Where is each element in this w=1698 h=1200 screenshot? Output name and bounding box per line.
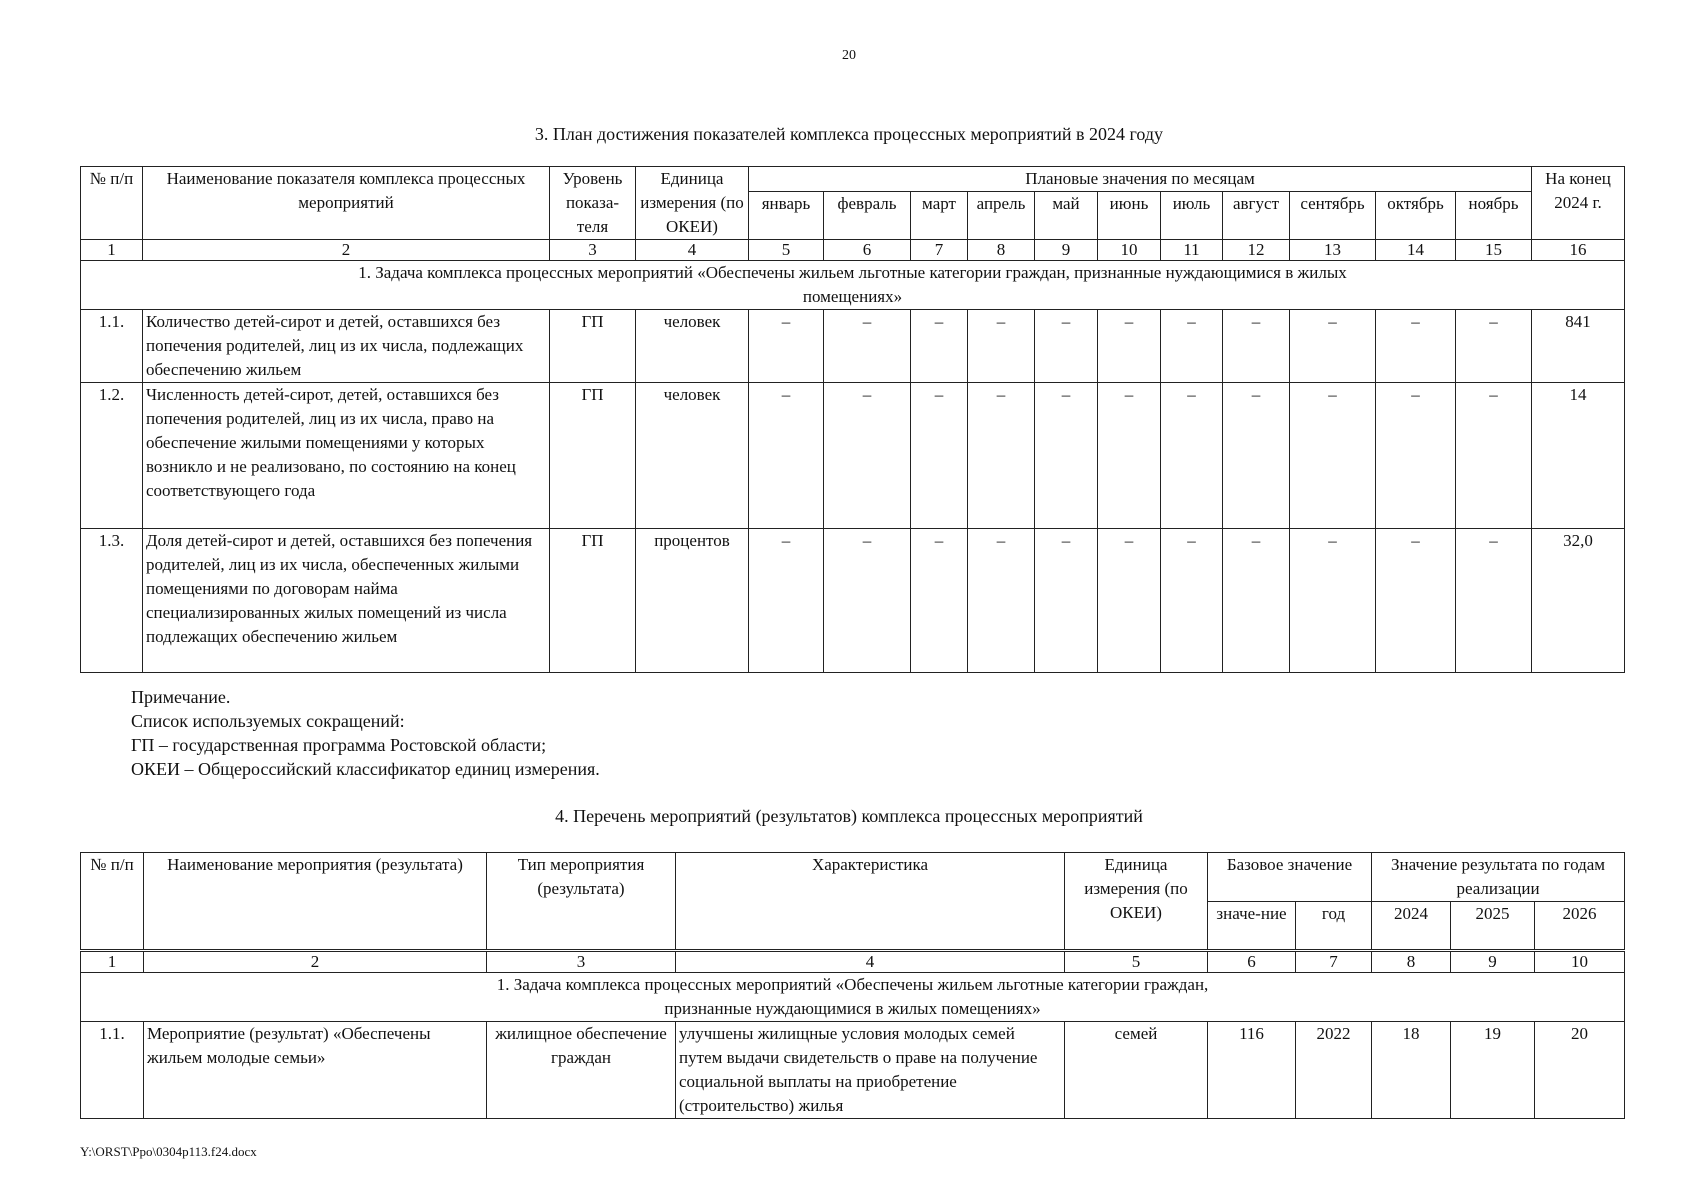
header-month: январь [749, 192, 824, 240]
month-value: – [911, 310, 968, 383]
page-number: 20 [842, 48, 856, 63]
column-number: 4 [636, 240, 749, 261]
task-heading: 1. Задача комплекса процессных мероприятий «Обеспечены жильем льготные категории граждан, признанные нуждающимися в жилых помещениях» [81, 261, 1625, 310]
header-unit: Единица измерения (по ОКЕИ) [1065, 853, 1208, 951]
month-value: – [1098, 529, 1161, 673]
base-year: 2022 [1296, 1022, 1372, 1119]
month-value: – [1098, 383, 1161, 529]
month-value: – [968, 310, 1035, 383]
result-2026: 20 [1535, 1022, 1625, 1119]
month-value: – [1223, 383, 1290, 529]
column-number: 3 [550, 240, 636, 261]
header-month: апрель [968, 192, 1035, 240]
month-value: – [1161, 383, 1223, 529]
header-indicator-name: Наименование показателя комплекса процессных мероприятий [143, 167, 550, 240]
column-numbers-row [81, 951, 1625, 973]
event-unit: семей [1065, 1022, 1208, 1119]
month-value: – [1456, 529, 1532, 673]
indicator-name: Численность детей-сирот, детей, оставшихся без попечения родителей, лиц из их числа, право на обеспечение жилыми помещениями у которых возникло и не реализовано, по состоянию на конец соответствующего года [143, 383, 550, 529]
header-year: 2026 [1535, 902, 1625, 951]
indicator-unit: процентов [636, 529, 749, 673]
column-number: 8 [968, 240, 1035, 261]
column-number: 8 [1372, 951, 1451, 973]
indicator-level: ГП [550, 383, 636, 529]
note-abbrev-gp: ГП – государственная программа Ростовской области; [131, 735, 547, 755]
column-number: 10 [1535, 951, 1625, 973]
column-number: 14 [1376, 240, 1456, 261]
month-value: – [1161, 529, 1223, 673]
header-year-end: На конец 2024 г. [1532, 167, 1625, 240]
column-number: 16 [1532, 240, 1625, 261]
month-value: – [1035, 529, 1098, 673]
column-number: 13 [1290, 240, 1376, 261]
month-value: – [1376, 310, 1456, 383]
indicator-name: Количество детей-сирот и детей, оставшихся без попечения родителей, лиц из их числа, подлежащих обеспечению жильем [143, 310, 550, 383]
header-event-type: Тип мероприятия (результата) [487, 853, 676, 951]
indicator-level: ГП [550, 529, 636, 673]
task-row [81, 261, 1625, 310]
indicator-row [81, 310, 1625, 383]
year-end-value: 32,0 [1532, 529, 1625, 673]
header-month: август [1223, 192, 1290, 240]
column-number: 9 [1035, 240, 1098, 261]
indicator-name: Доля детей-сирот и детей, оставшихся без попечения родителей, лиц из их числа, обеспеченных жилыми помещениями по договорам найма специализированных жилых помещений из числа подлежащих обеспечению жильем [143, 529, 550, 673]
column-number: 10 [1098, 240, 1161, 261]
month-value: – [968, 383, 1035, 529]
month-value: – [1223, 529, 1290, 673]
notes-block [131, 685, 600, 781]
event-name: Мероприятие (результат) «Обеспечены жильем молодые семьи» [144, 1022, 487, 1119]
result-2025: 19 [1451, 1022, 1535, 1119]
note-heading: Примечание. [131, 687, 231, 707]
result-2024: 18 [1372, 1022, 1451, 1119]
note-abbrev-okei: ОКЕИ – Общероссийский классификатор единиц измерения. [131, 759, 600, 779]
event-type: жилищное обеспечение граждан [487, 1022, 676, 1119]
header-month: ноябрь [1456, 192, 1532, 240]
header-month: июль [1161, 192, 1223, 240]
column-number: 1 [81, 951, 144, 973]
header-year: 2025 [1451, 902, 1535, 951]
header-result-by-years: Значение результата по годам реализации [1372, 853, 1625, 902]
header-level: Уровень показа-теля [550, 167, 636, 240]
event-row [81, 1022, 1625, 1119]
row-number: 1.2. [81, 383, 143, 529]
header-base-value: Базовое значение [1208, 853, 1372, 902]
column-number: 5 [1065, 951, 1208, 973]
column-number: 11 [1161, 240, 1223, 261]
month-value: – [1290, 310, 1376, 383]
month-value: – [824, 310, 911, 383]
base-value: 116 [1208, 1022, 1296, 1119]
header-month: июнь [1098, 192, 1161, 240]
header-month: март [911, 192, 968, 240]
header-month: май [1035, 192, 1098, 240]
column-number: 2 [144, 951, 487, 973]
row-number: 1.1. [81, 1022, 144, 1119]
row-number: 1.1. [81, 310, 143, 383]
month-value: – [1376, 529, 1456, 673]
events-table [80, 852, 1625, 1119]
month-value: – [1161, 310, 1223, 383]
header-num: № п/п [81, 167, 143, 240]
column-numbers-row [81, 240, 1625, 261]
month-value: – [749, 383, 824, 529]
header-month: февраль [824, 192, 911, 240]
indicator-unit: человек [636, 310, 749, 383]
month-value: – [968, 529, 1035, 673]
month-value: – [749, 310, 824, 383]
column-number: 4 [676, 951, 1065, 973]
column-number: 7 [1296, 951, 1372, 973]
header-year: 2024 [1372, 902, 1451, 951]
month-value: – [1456, 310, 1532, 383]
section-3-title: 3. План достижения показателей комплекса процессных мероприятий в 2024 году [534, 124, 1164, 144]
month-value: – [1376, 383, 1456, 529]
month-value: – [824, 529, 911, 673]
month-value: – [1098, 310, 1161, 383]
task-heading: 1. Задача комплекса процессных мероприятий «Обеспечены жильем льготные категории граждан, признанные нуждающимися в жилых помещениях» [81, 973, 1625, 1022]
column-number: 6 [1208, 951, 1296, 973]
section-4-title: 4. Перечень мероприятий (результатов) комплекса процессных мероприятий [555, 806, 1143, 826]
indicator-row [81, 383, 1625, 529]
file-path-footer: Y:\ORST\Ppo\0304p113.f24.docx [80, 1144, 257, 1159]
plan-table [80, 166, 1625, 673]
indicator-row [81, 529, 1625, 673]
column-number: 15 [1456, 240, 1532, 261]
column-number: 5 [749, 240, 824, 261]
event-characteristic: улучшены жилищные условия молодых семей путем выдачи свидетельств о праве на получение социальной выплаты на приобретение (строительство) жилья [676, 1022, 1065, 1119]
month-value: – [911, 383, 968, 529]
header-monthly-values: Плановые значения по месяцам [749, 167, 1532, 192]
indicator-unit: человек [636, 383, 749, 529]
column-number: 1 [81, 240, 143, 261]
column-number: 3 [487, 951, 676, 973]
month-value: – [911, 529, 968, 673]
header-month: октябрь [1376, 192, 1456, 240]
month-value: – [1035, 310, 1098, 383]
month-value: – [749, 529, 824, 673]
month-value: – [1290, 383, 1376, 529]
plan-header-row [81, 167, 1625, 192]
month-value: – [1290, 529, 1376, 673]
column-number: 2 [143, 240, 550, 261]
header-base-value-year: год [1296, 902, 1372, 951]
header-base-value-value: значе-ние [1208, 902, 1296, 951]
header-unit: Единица измерения (по ОКЕИ) [636, 167, 749, 240]
indicator-level: ГП [550, 310, 636, 383]
header-characteristic: Характеристика [676, 853, 1065, 951]
month-value: – [824, 383, 911, 529]
task-row [81, 973, 1625, 1022]
column-number: 6 [824, 240, 911, 261]
month-value: – [1223, 310, 1290, 383]
column-number: 9 [1451, 951, 1535, 973]
month-value: – [1035, 383, 1098, 529]
row-number: 1.3. [81, 529, 143, 673]
month-value: – [1456, 383, 1532, 529]
note-abbrev-heading: Список используемых сокращений: [131, 711, 405, 731]
column-number: 12 [1223, 240, 1290, 261]
header-month: сентябрь [1290, 192, 1376, 240]
column-number: 7 [911, 240, 968, 261]
year-end-value: 841 [1532, 310, 1625, 383]
events-header-row [81, 853, 1625, 902]
header-event-name: Наименование мероприятия (результата) [144, 853, 487, 951]
header-num: № п/п [81, 853, 144, 951]
year-end-value: 14 [1532, 383, 1625, 529]
